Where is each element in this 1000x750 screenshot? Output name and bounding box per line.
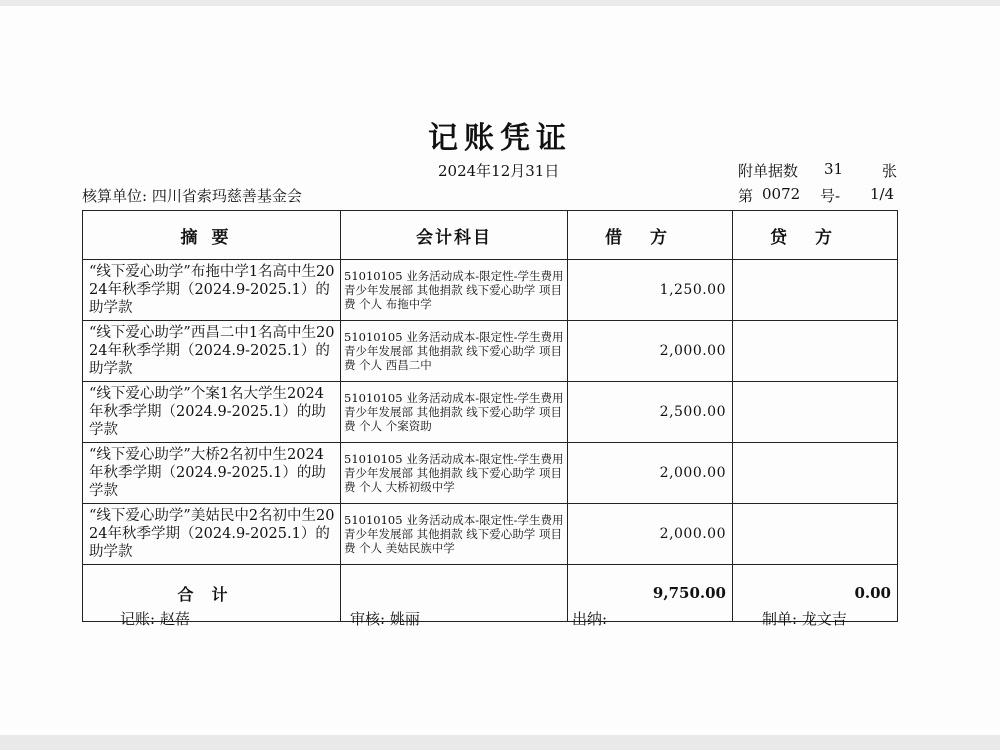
row-debit: 2,000.00 xyxy=(568,504,733,565)
header-debit: 借方 xyxy=(568,211,733,260)
row-account: 51010105 业务活动成本-限定性-学生费用 青少年发展部 其他捐款 线下爱心助学 项目费 个人 美姑民族中学 xyxy=(341,504,568,565)
scan-edge-bottom xyxy=(0,735,1000,750)
row-summary: “线下爱心助学”个案1名大学生2024年秋季学期（2024.9-2025.1）的助学款 xyxy=(83,382,341,443)
attachment-unit: 张 xyxy=(882,162,898,180)
voucher-suffix: 号- xyxy=(820,187,841,205)
table-row xyxy=(83,321,898,382)
row-debit: 2,000.00 xyxy=(568,443,733,504)
voucher-title: 记账凭证 xyxy=(428,121,572,156)
voucher-prefix: 第 xyxy=(738,187,754,205)
attachment-number: 31 xyxy=(824,160,844,178)
table-row xyxy=(83,443,898,504)
row-credit xyxy=(733,321,898,382)
row-debit: 2,500.00 xyxy=(568,382,733,443)
voucher-date: 2024年12月31日 xyxy=(438,162,560,180)
row-summary: “线下爱心助学”美姑民中2名初中生2024年秋季学期（2024.9-2025.1）的助学款 xyxy=(83,504,341,565)
row-debit: 1,250.00 xyxy=(568,260,733,321)
row-debit: 2,000.00 xyxy=(568,321,733,382)
signature-reviewer: 审核: 姚丽 xyxy=(350,610,420,628)
attachment-label: 附单据数 xyxy=(738,162,799,180)
row-account: 51010105 业务活动成本-限定性-学生费用 青少年发展部 其他捐款 线下爱心助学 项目费 个人 个案资助 xyxy=(341,382,568,443)
scan-edge-top xyxy=(0,0,1000,6)
row-account: 51010105 业务活动成本-限定性-学生费用 青少年发展部 其他捐款 线下爱心助学 项目费 个人 布拖中学 xyxy=(341,260,568,321)
header-account: 会计科目 xyxy=(341,211,568,260)
header-credit: 贷方 xyxy=(733,211,898,260)
row-credit xyxy=(733,260,898,321)
attachment-count xyxy=(738,160,898,181)
table-row xyxy=(83,504,898,565)
table-row xyxy=(83,382,898,443)
voucher-page: 1/4 xyxy=(870,185,895,203)
row-account: 51010105 业务活动成本-限定性-学生费用 青少年发展部 其他捐款 线下爱心助学 项目费 个人 大桥初级中学 xyxy=(341,443,568,504)
signature-cashier: 出纳: xyxy=(572,610,608,628)
row-credit xyxy=(733,443,898,504)
total-debit: 9,750.00 xyxy=(568,565,733,622)
total-label: 合计 xyxy=(83,565,341,622)
row-summary: “线下爱心助学”大桥2名初中生2024年秋季学期（2024.9-2025.1）的助学款 xyxy=(83,443,341,504)
row-summary: “线下爱心助学”西昌二中1名高中生2024年秋季学期（2024.9-2025.1）的助学款 xyxy=(83,321,341,382)
voucher-table xyxy=(82,210,898,622)
row-credit xyxy=(733,382,898,443)
table-row xyxy=(83,260,898,321)
voucher-no: 0072 xyxy=(762,185,801,203)
signature-preparer: 制单: 龙文吉 xyxy=(762,610,847,628)
row-account: 51010105 业务活动成本-限定性-学生费用 青少年发展部 其他捐款 线下爱心助学 项目费 个人 西昌二中 xyxy=(341,321,568,382)
header-summary: 摘要 xyxy=(83,211,341,260)
accounting-unit: 核算单位: 四川省索玛慈善基金会 xyxy=(82,187,302,205)
signature-bookkeeper: 记账: 赵蓓 xyxy=(120,610,190,628)
row-credit xyxy=(733,504,898,565)
row-summary: “线下爱心助学”布拖中学1名高中生2024年秋季学期（2024.9-2025.1）的助学款 xyxy=(83,260,341,321)
total-credit: 0.00 xyxy=(733,565,898,622)
table-header-row xyxy=(83,211,898,260)
